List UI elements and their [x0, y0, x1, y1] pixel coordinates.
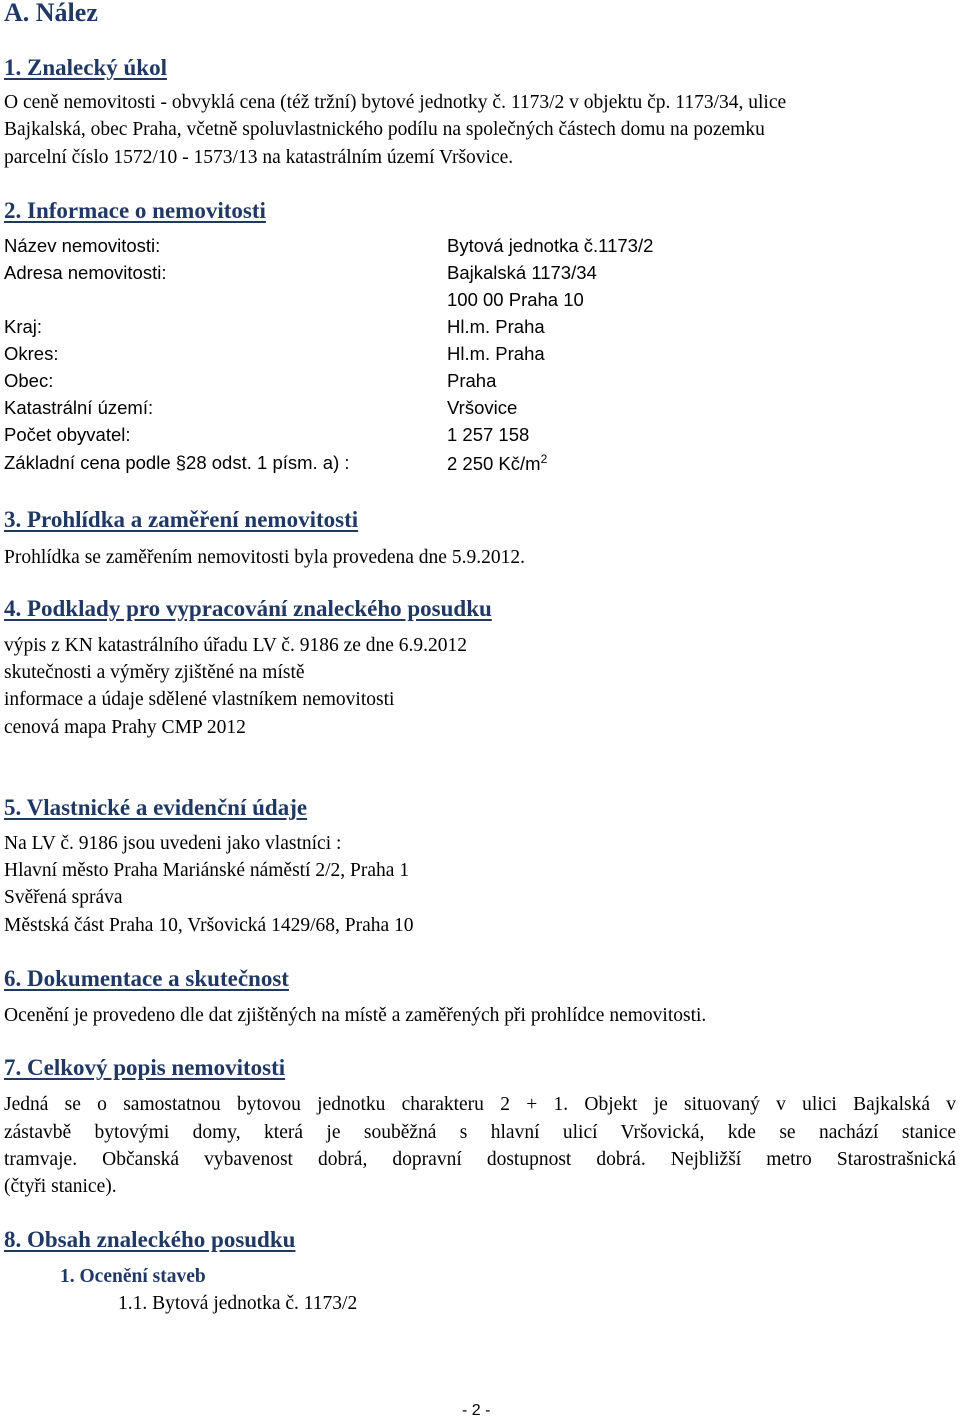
owner-line-1: Na LV č. 9186 jsou uvedeni jako vlastníci : [4, 833, 342, 854]
info-row [4, 343, 904, 370]
page-title: A. Nález [4, 0, 98, 27]
owner-line-3: Svěřená správa [4, 887, 123, 908]
section-6-text: Ocenění je provedeno dle dat zjištěných na místě a zaměřených při prohlídce nemovitosti. [4, 1005, 707, 1026]
base-price-row [4, 452, 904, 479]
source-line-2: skutečnosti a výměry zjištěné na místě [4, 662, 305, 683]
section-3-heading: 3. Prohlídka a zaměření nemovitosti [4, 507, 359, 532]
info-value: Bajkalská 1173/34 [447, 262, 597, 283]
info-value: 100 00 Praha 10 [447, 289, 584, 310]
section-5-heading: 5. Vlastnické a evidenční údaje [4, 795, 308, 820]
info-row [4, 289, 904, 316]
info-row [4, 316, 904, 343]
base-price-value: 2 250 $Kč/m^2$ [447, 452, 548, 475]
owner-line-4: Městská část Praha 10, Vršovická 1429/68, Praha 10 [4, 915, 414, 936]
info-label: Adresa nemovitosti: [4, 262, 167, 283]
section-2-heading: 2. Informace o nemovitosti [4, 198, 266, 223]
unit-superscript: 2 [540, 452, 548, 466]
description-line-4: (čtyři stanice). [4, 1176, 117, 1197]
section-6-heading: 6. Dokumentace a skutečnost [4, 966, 289, 991]
section-1-heading: 1. Znalecký úkol [4, 55, 167, 80]
section-1-line-1: O ceně nemovitosti - obvyklá cena (též tržní) bytové jednotky č. 1173/2 v objektu čp. 1173/34, ulice [4, 92, 787, 113]
info-label: Obec: [4, 370, 54, 391]
section-3-text: Prohlídka se zaměřením nemovitosti byla provedena dne 5.9.2012. [4, 547, 525, 568]
description-line-1: Jedná se o samostatnou bytovou jednotku charakteru 2 + 1. Objekt je situovaný v ulici Bajkalská v [4, 1094, 956, 1115]
description-line-3: tramvaje. Občanská vybavenost dobrá, dopravní dostupnost dobrá. Nejbližší metro Starostrašnická [4, 1149, 956, 1170]
info-row [4, 262, 904, 289]
info-row [4, 397, 904, 424]
info-label: Okres: [4, 343, 59, 364]
info-row [4, 370, 904, 397]
section-1-line-2: Bajkalská, obec Praha, včetně spoluvlastnického podílu na společných částech domu na pozemku [4, 119, 765, 140]
contents-item-1: 1. Ocenění staveb [60, 1266, 206, 1287]
section-8-heading: 8. Obsah znaleckého posudku [4, 1227, 296, 1252]
info-value: Praha [447, 370, 497, 391]
owner-line-2: Hlavní město Praha Mariánské náměstí 2/2, Praha 1 [4, 860, 410, 881]
info-value: Bytová jednotka č.1173/2 [447, 235, 654, 256]
contents-item-1-1: 1.1. Bytová jednotka č. 1173/2 [118, 1293, 358, 1314]
info-label: Kraj: [4, 316, 43, 337]
info-row [4, 424, 904, 451]
base-price-label: Základní cena podle §28 odst. 1 písm. a) : [4, 452, 350, 473]
section-7-heading: 7. Celkový popis nemovitosti [4, 1055, 286, 1080]
info-row [4, 235, 904, 262]
info-value: Hl.m. Praha [447, 316, 545, 337]
info-value: Vršovice [447, 397, 518, 418]
description-line-2: zástavbě bytovými domy, která je souběžná s hlavní ulicí Vršovická, kde se nachází stanice [4, 1122, 956, 1143]
source-line-4: cenová mapa Prahy CMP 2012 [4, 717, 246, 738]
info-value: Hl.m. Praha [447, 343, 545, 364]
info-value: 1 257 158 [447, 424, 530, 445]
info-label: Název nemovitosti: [4, 235, 161, 256]
page-number: - 2 - [462, 1402, 491, 1419]
source-line-1: výpis z KN katastrálního úřadu LV č. 9186 ze dne 6.9.2012 [4, 635, 468, 656]
info-label: Katastrální území: [4, 397, 154, 418]
section-1-line-3: parcelní číslo 1572/10 - 1573/13 na katastrálním území Vršovice. [4, 147, 514, 168]
source-line-3: informace a údaje sdělené vlastníkem nemovitosti [4, 689, 395, 710]
info-label: Počet obyvatel: [4, 424, 131, 445]
section-4-heading: 4. Podklady pro vypracování znaleckého posudku [4, 596, 492, 621]
